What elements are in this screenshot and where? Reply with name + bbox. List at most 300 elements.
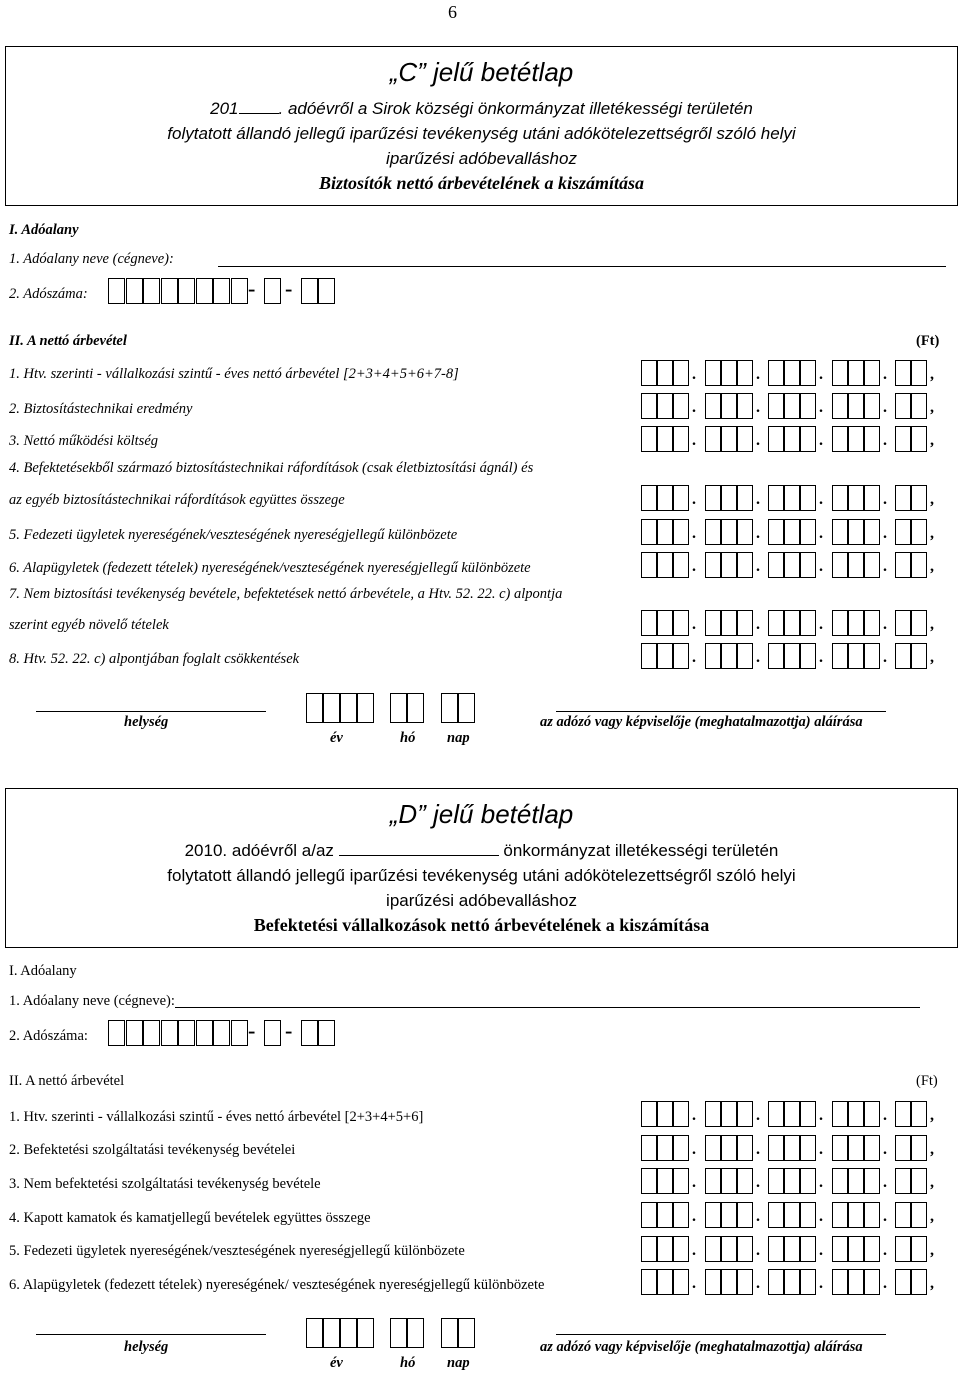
amount-digit-box[interactable] xyxy=(784,643,800,669)
form-d-row-3-label: 3. Nem befektetési szolgáltatási tevékenység bevétele xyxy=(9,1176,321,1192)
amount-digit-box[interactable] xyxy=(673,1269,689,1295)
amount-digit-box[interactable] xyxy=(705,426,721,452)
amount-digit-box[interactable] xyxy=(768,552,784,578)
amount-digit-box[interactable] xyxy=(721,1269,737,1295)
tax-number-digit[interactable] xyxy=(161,1020,178,1046)
amount-digit-box[interactable] xyxy=(721,552,737,578)
amount-separator: . xyxy=(756,649,760,666)
tax-number-digit[interactable] xyxy=(301,1020,318,1046)
form-c-row-8-label: 8. Htv. 52. 22. c) alpontjában foglalt csökkentések xyxy=(9,651,300,667)
amount-separator: , xyxy=(930,1141,934,1158)
amount-digit-box[interactable] xyxy=(705,610,721,636)
amount-digit-box[interactable] xyxy=(895,1269,911,1295)
amount-separator: . xyxy=(692,1174,696,1191)
amount-digit-box[interactable] xyxy=(895,1168,911,1194)
date-year-box[interactable] xyxy=(357,1318,374,1348)
amount-separator: . xyxy=(819,1208,823,1225)
form-c-subtitle-line3: iparűzési adóbevalláshoz xyxy=(386,149,577,168)
amount-separator: , xyxy=(930,1107,934,1124)
amount-digit-box[interactable] xyxy=(864,519,880,545)
amount-digit-box[interactable] xyxy=(864,1135,880,1161)
amount-digit-box[interactable] xyxy=(673,360,689,386)
amount-separator: . xyxy=(819,616,823,633)
amount-digit-box[interactable] xyxy=(848,485,864,511)
amount-digit-box[interactable] xyxy=(832,485,848,511)
amount-separator: . xyxy=(883,558,887,575)
amount-digit-box[interactable] xyxy=(673,426,689,452)
amount-digit-box[interactable] xyxy=(721,610,737,636)
date-month-box[interactable] xyxy=(407,693,424,723)
form-c-signature-caption: az adózó vagy képviselője (meghatalmazottja) aláírása xyxy=(540,714,863,730)
amount-digit-box[interactable] xyxy=(737,360,753,386)
amount-digit-box[interactable] xyxy=(800,1135,816,1161)
amount-digit-box[interactable] xyxy=(864,1168,880,1194)
tax-number-digit[interactable] xyxy=(196,1020,213,1046)
amount-separator: , xyxy=(930,366,934,383)
date-month-box[interactable] xyxy=(390,693,407,723)
amount-digit-box[interactable] xyxy=(657,552,673,578)
amount-digit-box[interactable] xyxy=(911,393,927,419)
amount-digit-box[interactable] xyxy=(864,552,880,578)
amount-digit-box[interactable] xyxy=(864,1236,880,1262)
amount-digit-box[interactable] xyxy=(800,393,816,419)
date-year-box[interactable] xyxy=(340,693,357,723)
amount-digit-box[interactable] xyxy=(784,1101,800,1127)
amount-digit-box[interactable] xyxy=(832,1135,848,1161)
amount-digit-box[interactable] xyxy=(832,1202,848,1228)
amount-digit-box[interactable] xyxy=(832,610,848,636)
amount-digit-box[interactable] xyxy=(800,610,816,636)
tax-number-dash: - xyxy=(285,276,293,301)
amount-digit-box[interactable] xyxy=(768,1101,784,1127)
amount-digit-box[interactable] xyxy=(768,1269,784,1295)
amount-digit-box[interactable] xyxy=(784,552,800,578)
form-d-place-line[interactable] xyxy=(36,1334,266,1335)
tax-number-digit[interactable] xyxy=(213,1020,230,1046)
amount-digit-box[interactable] xyxy=(657,643,673,669)
amount-digit-box[interactable] xyxy=(768,610,784,636)
amount-digit-box[interactable] xyxy=(895,519,911,545)
amount-digit-box[interactable] xyxy=(864,610,880,636)
amount-digit-box[interactable] xyxy=(768,1135,784,1161)
form-c-place-caption: helység xyxy=(124,714,169,730)
tax-number-digit[interactable] xyxy=(213,278,230,304)
amount-digit-box[interactable] xyxy=(641,1269,657,1295)
amount-separator: . xyxy=(883,616,887,633)
form-c-taxpayer-name-field[interactable] xyxy=(218,266,946,267)
amount-separator: . xyxy=(692,399,696,416)
amount-digit-box[interactable] xyxy=(848,552,864,578)
amount-digit-box[interactable] xyxy=(641,485,657,511)
amount-digit-box[interactable] xyxy=(768,643,784,669)
date-month-box[interactable] xyxy=(407,1318,424,1348)
tax-number-digit[interactable] xyxy=(126,1020,143,1046)
amount-digit-box[interactable] xyxy=(641,643,657,669)
amount-digit-box[interactable] xyxy=(705,1135,721,1161)
tax-number-digit[interactable] xyxy=(108,278,125,304)
amount-digit-box[interactable] xyxy=(800,519,816,545)
amount-digit-box[interactable] xyxy=(911,1135,927,1161)
amount-digit-box[interactable] xyxy=(895,1135,911,1161)
amount-digit-box[interactable] xyxy=(848,1269,864,1295)
amount-digit-box[interactable] xyxy=(848,1236,864,1262)
amount-digit-box[interactable] xyxy=(673,643,689,669)
amount-digit-box[interactable] xyxy=(784,610,800,636)
amount-digit-box[interactable] xyxy=(673,1135,689,1161)
amount-digit-box[interactable] xyxy=(673,393,689,419)
amount-digit-box[interactable] xyxy=(737,1135,753,1161)
amount-separator: , xyxy=(930,1275,934,1292)
amount-separator: . xyxy=(692,1208,696,1225)
amount-digit-box[interactable] xyxy=(657,1236,673,1262)
amount-digit-box[interactable] xyxy=(705,1101,721,1127)
date-day-box[interactable] xyxy=(458,1318,475,1348)
amount-digit-box[interactable] xyxy=(768,1236,784,1262)
amount-digit-box[interactable] xyxy=(832,552,848,578)
amount-digit-box[interactable] xyxy=(673,485,689,511)
amount-digit-box[interactable] xyxy=(657,1202,673,1228)
tax-number-digit[interactable] xyxy=(264,1020,281,1046)
form-c-section-revenue: II. A nettó árbevétel xyxy=(9,333,127,349)
amount-digit-box[interactable] xyxy=(737,643,753,669)
amount-digit-box[interactable] xyxy=(832,1269,848,1295)
amount-digit-box[interactable] xyxy=(641,360,657,386)
amount-digit-box[interactable] xyxy=(657,393,673,419)
form-c-year-caption: év xyxy=(330,730,343,746)
year-blank[interactable] xyxy=(239,113,279,114)
amount-separator: . xyxy=(692,366,696,383)
amount-digit-box[interactable] xyxy=(895,393,911,419)
amount-digit-box[interactable] xyxy=(800,1168,816,1194)
amount-separator: . xyxy=(819,1275,823,1292)
date-year-box[interactable] xyxy=(306,1318,323,1348)
amount-digit-box[interactable] xyxy=(832,519,848,545)
amount-digit-box[interactable] xyxy=(721,519,737,545)
amount-digit-box[interactable] xyxy=(641,1135,657,1161)
amount-digit-box[interactable] xyxy=(737,1168,753,1194)
amount-digit-box[interactable] xyxy=(864,643,880,669)
amount-digit-box[interactable] xyxy=(832,426,848,452)
amount-digit-box[interactable] xyxy=(848,1202,864,1228)
amount-digit-box[interactable] xyxy=(832,1236,848,1262)
amount-digit-box[interactable] xyxy=(848,1101,864,1127)
amount-separator: . xyxy=(756,491,760,508)
amount-digit-box[interactable] xyxy=(800,552,816,578)
amount-separator: . xyxy=(692,558,696,575)
amount-digit-box[interactable] xyxy=(800,1202,816,1228)
amount-digit-box[interactable] xyxy=(657,1269,673,1295)
amount-separator: . xyxy=(692,1242,696,1259)
amount-digit-box[interactable] xyxy=(737,1202,753,1228)
amount-digit-box[interactable] xyxy=(848,610,864,636)
amount-digit-box[interactable] xyxy=(848,426,864,452)
amount-digit-box[interactable] xyxy=(784,1168,800,1194)
form-c-place-line[interactable] xyxy=(36,711,266,712)
amount-digit-box[interactable] xyxy=(737,393,753,419)
amount-digit-box[interactable] xyxy=(705,552,721,578)
amount-separator: . xyxy=(819,1242,823,1259)
tax-number-digit[interactable] xyxy=(318,278,335,304)
tax-number-digit[interactable] xyxy=(178,1020,195,1046)
date-day-box[interactable] xyxy=(441,1318,458,1348)
amount-digit-box[interactable] xyxy=(721,1202,737,1228)
date-year-box[interactable] xyxy=(357,693,374,723)
amount-digit-box[interactable] xyxy=(768,1168,784,1194)
form-d-signature-line[interactable] xyxy=(556,1334,886,1335)
form-d-row-5-label: 5. Fedezeti ügyletek nyereségének/veszteségének nyereségjellegű különbözete xyxy=(9,1243,465,1259)
amount-digit-box[interactable] xyxy=(864,1101,880,1127)
amount-separator: . xyxy=(819,1107,823,1124)
amount-digit-box[interactable] xyxy=(911,643,927,669)
tax-number-digit[interactable] xyxy=(143,278,160,304)
form-c-title: „C” jelű betétlap xyxy=(389,57,574,87)
amount-digit-box[interactable] xyxy=(784,519,800,545)
form-d-section-taxpayer: I. Adóalany xyxy=(9,963,77,979)
form-d-subtitle-bold: Befektetési vállalkozások nettó árbevételének a kiszámítása xyxy=(253,915,710,935)
date-day-box[interactable] xyxy=(441,693,458,723)
tax-number-digit[interactable] xyxy=(301,278,318,304)
form-d-subtitle-line2: folytatott állandó jellegű iparűzési tevékenység utáni adókötelezettségről szóló helyi xyxy=(167,866,796,885)
amount-digit-box[interactable] xyxy=(911,552,927,578)
tax-number-digit[interactable] xyxy=(231,1020,248,1046)
form-c-row-7-label-line2: szerint egyéb növelő tételek xyxy=(9,617,169,633)
amount-separator: . xyxy=(883,432,887,449)
amount-digit-box[interactable] xyxy=(832,643,848,669)
amount-digit-box[interactable] xyxy=(784,1236,800,1262)
amount-separator: . xyxy=(819,558,823,575)
amount-digit-box[interactable] xyxy=(911,485,927,511)
form-d-month-caption: hó xyxy=(400,1355,416,1371)
amount-digit-box[interactable] xyxy=(673,1202,689,1228)
amount-separator: . xyxy=(756,1275,760,1292)
amount-digit-box[interactable] xyxy=(721,643,737,669)
amount-digit-box[interactable] xyxy=(641,519,657,545)
amount-digit-box[interactable] xyxy=(800,1269,816,1295)
amount-digit-box[interactable] xyxy=(768,393,784,419)
tax-number-digit[interactable] xyxy=(196,278,213,304)
amount-digit-box[interactable] xyxy=(705,1168,721,1194)
amount-separator: . xyxy=(756,558,760,575)
amount-separator: . xyxy=(692,1141,696,1158)
amount-digit-box[interactable] xyxy=(911,519,927,545)
date-year-box[interactable] xyxy=(323,1318,340,1348)
amount-digit-box[interactable] xyxy=(864,1202,880,1228)
amount-digit-box[interactable] xyxy=(673,1236,689,1262)
amount-digit-box[interactable] xyxy=(911,426,927,452)
amount-digit-box[interactable] xyxy=(768,426,784,452)
amount-digit-box[interactable] xyxy=(641,1202,657,1228)
amount-digit-box[interactable] xyxy=(848,393,864,419)
amount-digit-box[interactable] xyxy=(848,360,864,386)
amount-digit-box[interactable] xyxy=(721,426,737,452)
amount-digit-box[interactable] xyxy=(673,1168,689,1194)
amount-digit-box[interactable] xyxy=(832,393,848,419)
amount-digit-box[interactable] xyxy=(657,1101,673,1127)
amount-separator: . xyxy=(692,525,696,542)
amount-digit-box[interactable] xyxy=(737,552,753,578)
tax-number-dash: - xyxy=(248,1018,256,1043)
amount-digit-box[interactable] xyxy=(737,426,753,452)
amount-digit-box[interactable] xyxy=(737,1269,753,1295)
amount-digit-box[interactable] xyxy=(768,360,784,386)
amount-digit-box[interactable] xyxy=(800,643,816,669)
amount-separator: , xyxy=(930,649,934,666)
amount-digit-box[interactable] xyxy=(673,1101,689,1127)
amount-digit-box[interactable] xyxy=(705,519,721,545)
amount-digit-box[interactable] xyxy=(705,485,721,511)
tax-number-digit[interactable] xyxy=(126,278,143,304)
form-c-signature-line[interactable] xyxy=(556,711,886,712)
amount-digit-box[interactable] xyxy=(641,1101,657,1127)
amount-digit-box[interactable] xyxy=(832,1168,848,1194)
tax-number-digit[interactable] xyxy=(264,278,281,304)
amount-digit-box[interactable] xyxy=(911,1202,927,1228)
amount-digit-box[interactable] xyxy=(657,519,673,545)
amount-digit-box[interactable] xyxy=(737,485,753,511)
amount-digit-box[interactable] xyxy=(911,1101,927,1127)
amount-digit-box[interactable] xyxy=(895,1202,911,1228)
amount-digit-box[interactable] xyxy=(784,485,800,511)
amount-digit-box[interactable] xyxy=(911,360,927,386)
amount-digit-box[interactable] xyxy=(800,360,816,386)
amount-digit-box[interactable] xyxy=(911,1269,927,1295)
amount-digit-box[interactable] xyxy=(721,1135,737,1161)
form-d-place-caption: helység xyxy=(124,1339,169,1355)
amount-digit-box[interactable] xyxy=(673,610,689,636)
amount-digit-box[interactable] xyxy=(848,1168,864,1194)
amount-digit-box[interactable] xyxy=(737,1236,753,1262)
amount-digit-box[interactable] xyxy=(768,485,784,511)
municipality-blank[interactable] xyxy=(339,855,499,856)
form-c-row-2-label: 2. Biztosítástechnikai eredmény xyxy=(9,401,193,417)
amount-digit-box[interactable] xyxy=(911,1168,927,1194)
amount-digit-box[interactable] xyxy=(800,426,816,452)
amount-digit-box[interactable] xyxy=(657,426,673,452)
amount-digit-box[interactable] xyxy=(848,643,864,669)
tax-number-digit[interactable] xyxy=(161,278,178,304)
tax-number-digit[interactable] xyxy=(318,1020,335,1046)
amount-digit-box[interactable] xyxy=(784,1135,800,1161)
amount-digit-box[interactable] xyxy=(737,610,753,636)
amount-digit-box[interactable] xyxy=(657,1168,673,1194)
amount-digit-box[interactable] xyxy=(864,360,880,386)
amount-digit-box[interactable] xyxy=(673,552,689,578)
amount-separator: . xyxy=(883,1242,887,1259)
amount-separator: . xyxy=(819,432,823,449)
amount-digit-box[interactable] xyxy=(784,393,800,419)
amount-digit-box[interactable] xyxy=(721,485,737,511)
amount-digit-box[interactable] xyxy=(895,643,911,669)
amount-digit-box[interactable] xyxy=(705,1269,721,1295)
date-year-box[interactable] xyxy=(323,693,340,723)
amount-separator: . xyxy=(883,525,887,542)
form-d-row-4-label: 4. Kapott kamatok és kamatjellegű bevételek együttes összege xyxy=(9,1210,371,1226)
amount-digit-box[interactable] xyxy=(673,519,689,545)
amount-digit-box[interactable] xyxy=(784,426,800,452)
amount-digit-box[interactable] xyxy=(784,1202,800,1228)
amount-digit-box[interactable] xyxy=(864,485,880,511)
amount-digit-box[interactable] xyxy=(737,519,753,545)
amount-digit-box[interactable] xyxy=(641,1168,657,1194)
date-year-box[interactable] xyxy=(340,1318,357,1348)
date-month-box[interactable] xyxy=(390,1318,407,1348)
amount-digit-box[interactable] xyxy=(721,360,737,386)
amount-digit-box[interactable] xyxy=(721,393,737,419)
form-d-signature-caption: az adózó vagy képviselője (meghatalmazottja) aláírása xyxy=(540,1339,863,1355)
form-d-taxpayer-name-field[interactable] xyxy=(175,1007,920,1008)
amount-digit-box[interactable] xyxy=(800,1236,816,1262)
amount-digit-box[interactable] xyxy=(848,1135,864,1161)
amount-digit-box[interactable] xyxy=(911,1236,927,1262)
amount-digit-box[interactable] xyxy=(657,485,673,511)
amount-digit-box[interactable] xyxy=(895,360,911,386)
amount-digit-box[interactable] xyxy=(705,643,721,669)
amount-digit-box[interactable] xyxy=(641,393,657,419)
amount-digit-box[interactable] xyxy=(721,1101,737,1127)
amount-digit-box[interactable] xyxy=(895,610,911,636)
amount-digit-box[interactable] xyxy=(768,519,784,545)
amount-digit-box[interactable] xyxy=(832,1101,848,1127)
amount-digit-box[interactable] xyxy=(657,1135,673,1161)
tax-number-digit[interactable] xyxy=(178,278,195,304)
form-d-subtitle-line1: 2010. adóévről a/az önkormányzat illetékességi területén xyxy=(184,841,779,860)
amount-digit-box[interactable] xyxy=(641,426,657,452)
tax-number-digit[interactable] xyxy=(143,1020,160,1046)
amount-digit-box[interactable] xyxy=(864,393,880,419)
amount-digit-box[interactable] xyxy=(705,1202,721,1228)
amount-digit-box[interactable] xyxy=(864,1269,880,1295)
amount-digit-box[interactable] xyxy=(895,1101,911,1127)
amount-digit-box[interactable] xyxy=(895,485,911,511)
date-day-box[interactable] xyxy=(458,693,475,723)
tax-number-digit[interactable] xyxy=(231,278,248,304)
amount-digit-box[interactable] xyxy=(895,426,911,452)
amount-digit-box[interactable] xyxy=(657,610,673,636)
form-d-day-caption: nap xyxy=(447,1355,470,1371)
amount-digit-box[interactable] xyxy=(705,360,721,386)
amount-digit-box[interactable] xyxy=(657,360,673,386)
date-year-box[interactable] xyxy=(306,693,323,723)
amount-separator: , xyxy=(930,525,934,542)
amount-digit-box[interactable] xyxy=(895,552,911,578)
amount-separator: . xyxy=(883,1141,887,1158)
tax-number-digit[interactable] xyxy=(108,1020,125,1046)
amount-digit-box[interactable] xyxy=(768,1202,784,1228)
amount-digit-box[interactable] xyxy=(737,1101,753,1127)
amount-digit-box[interactable] xyxy=(641,610,657,636)
amount-separator: . xyxy=(756,399,760,416)
amount-digit-box[interactable] xyxy=(864,426,880,452)
amount-digit-box[interactable] xyxy=(641,552,657,578)
form-d-row-6-label: 6. Alapügyletek (fedezett tételek) nyereségének/ veszteségének nyereségjellegű különbözete xyxy=(9,1277,545,1293)
amount-separator: . xyxy=(756,1242,760,1259)
amount-digit-box[interactable] xyxy=(800,485,816,511)
amount-digit-box[interactable] xyxy=(721,1236,737,1262)
amount-digit-box[interactable] xyxy=(721,1168,737,1194)
amount-digit-box[interactable] xyxy=(705,1236,721,1262)
amount-digit-box[interactable] xyxy=(832,360,848,386)
amount-digit-box[interactable] xyxy=(705,393,721,419)
amount-digit-box[interactable] xyxy=(800,1101,816,1127)
amount-digit-box[interactable] xyxy=(848,519,864,545)
amount-separator: . xyxy=(819,491,823,508)
amount-digit-box[interactable] xyxy=(895,1236,911,1262)
page-number: 6 xyxy=(448,2,457,22)
amount-digit-box[interactable] xyxy=(784,1269,800,1295)
amount-digit-box[interactable] xyxy=(641,1236,657,1262)
amount-digit-box[interactable] xyxy=(911,610,927,636)
amount-digit-box[interactable] xyxy=(784,360,800,386)
